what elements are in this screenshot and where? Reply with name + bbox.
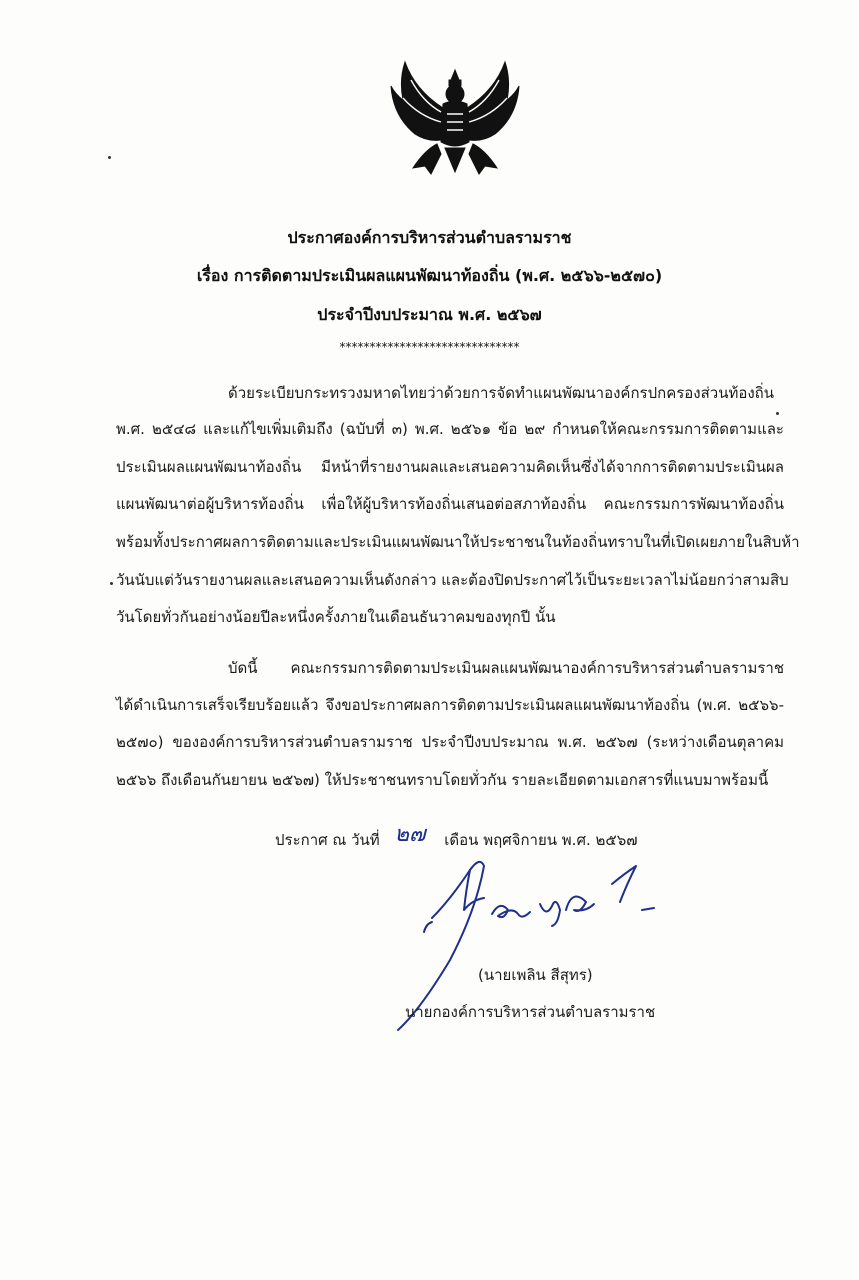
separator-line: ****************************** (339, 340, 520, 354)
paragraph-line: พร้อมทั้งประกาศผลการติดตามและประเมินแผนพัฒนาให้ประชาชนในท้องถิ่นทราบในที่เปิดเผยภายในสิบห้า (116, 533, 800, 551)
paragraph-line: ๒๕๖๖ ถึงเดือนกันยายน ๒๕๖๗) ให้ประชาชนทราบโดยทั่วกัน รายละเอียดตามเอกสารที่แนบมาพร้อมนี้ (116, 771, 769, 789)
paragraph-line: วันโดยทั่วกันอย่างน้อยปีละหนึ่งครั้งภายในเดือนธันวาคมของทุกปี นั้น (116, 608, 556, 626)
signer-title: นายกองค์การบริหารส่วนตำบลรามราช (405, 1003, 656, 1021)
handwritten-day: ๒๗ (394, 822, 426, 847)
paragraph-line: แผนพัฒนาต่อผู้บริหารท้องถิ่น เพื่อให้ผู้บริหารท้องถิ่นเสนอต่อสภาท้องถิ่น คณะกรรมการพัฒนาท้องถิ่น (116, 495, 784, 513)
date-suffix: เดือน พฤศจิกายน พ.ศ. ๒๕๖๗ (444, 831, 638, 849)
fiscal-year-line: ประจำปีงบประมาณ พ.ศ. ๒๕๖๗ (317, 305, 542, 324)
paragraph-line: ได้ดำเนินการเสร็จเรียบร้อยแล้ว จึงขอประกาศผลการติดตามประเมินผลแผนพัฒนาท้องถิ่น (พ.ศ. ๒๕๖๖- (116, 696, 784, 714)
date-prefix: ประกาศ ณ วันที่ (275, 831, 380, 849)
garuda-emblem-icon (385, 50, 525, 190)
paragraph-line: วันนับแต่วันรายงานผลและเสนอความเห็นดังกล่าว และต้องปิดประกาศไว้เป็นระยะเวลาไม่น้อยกว่าสามสิบ (116, 571, 789, 589)
paragraph-line: บัดนี้ คณะกรรมการติดตามประเมินผลแผนพัฒนาองค์การบริหารส่วนตำบลรามราช (228, 659, 784, 677)
announcement-subject: เรื่อง การติดตามประเมินผลแผนพัฒนาท้องถิ่น (พ.ศ. ๒๕๖๖-๒๕๗๐) (196, 266, 663, 285)
scan-speck (110, 582, 113, 585)
scan-speck (776, 412, 779, 415)
paragraph-line: ๒๕๗๐) ขององค์การบริหารส่วนตำบลรามราช ประจำปีงบประมาณ พ.ศ. ๒๕๖๗ (ระหว่างเดือนตุลาคม (116, 733, 784, 751)
paragraph-line: ด้วยระเบียบกระทรวงมหาดไทยว่าด้วยการจัดทำแผนพัฒนาองค์กรปกครองส่วนท้องถิ่น (228, 384, 775, 402)
paragraph-line: ประเมินผลแผนพัฒนาท้องถิ่น มีหน้าที่รายงานผลและเสนอความคิดเห็นซึ่งได้จากการติดตามประเมินผล (116, 458, 784, 476)
scan-speck (108, 156, 111, 159)
paragraph-line: พ.ศ. ๒๕๔๘ และแก้ไขเพิ่มเติมถึง (ฉบับที่ ๓) พ.ศ. ๒๕๖๑ ข้อ ๒๙ กำหนดให้คณะกรรมการติดตามและ (116, 420, 784, 438)
signer-name: (นายเพลิน สีสุทร) (478, 966, 593, 984)
announcement-title: ประกาศองค์การบริหารส่วนตำบลรามราช (287, 228, 572, 247)
